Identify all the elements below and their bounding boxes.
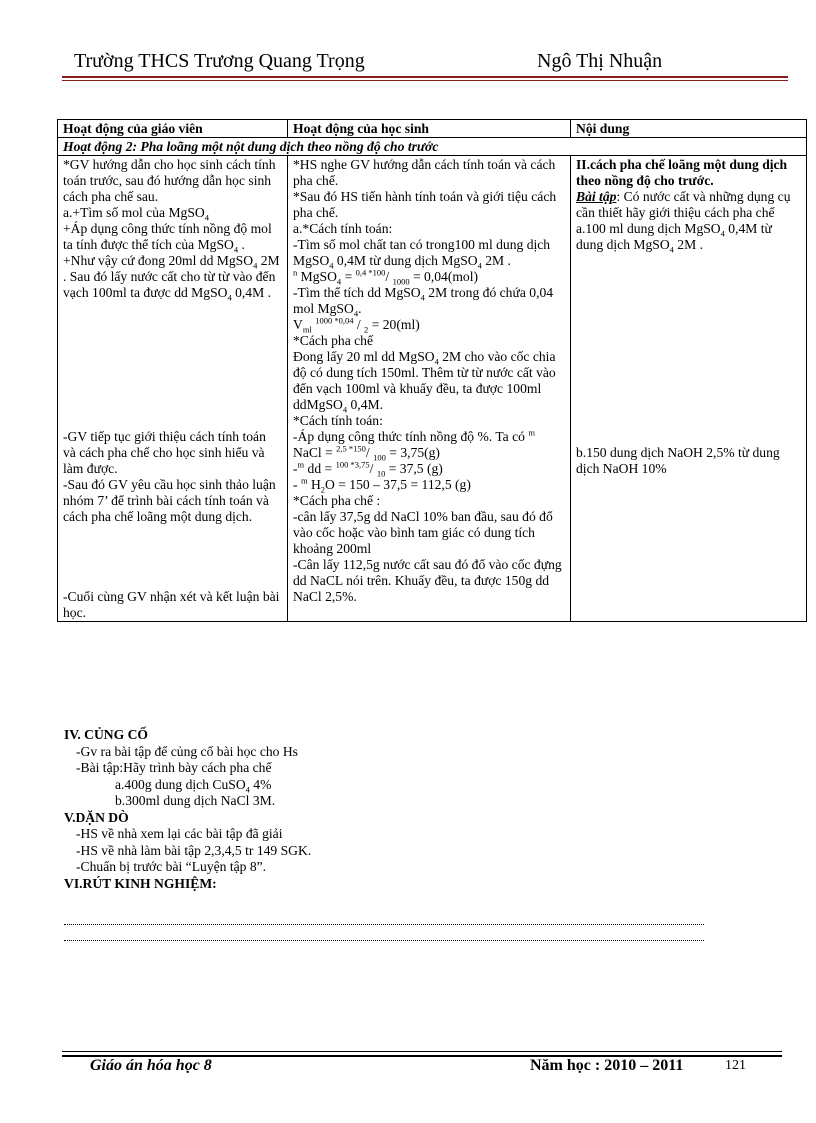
footer-school-year: Năm học : 2010 – 2011 (530, 1057, 684, 1074)
section-iv-line: a.400g dung dịch CuSO$_4$ 4% (115, 776, 272, 795)
section-iv-line: -Bài tập:Hãy trình bày cách pha chế (76, 760, 272, 775)
student-cell (288, 156, 571, 622)
lesson-table (57, 119, 807, 622)
section-v-line: -HS về nhà làm bài tập 2,3,4,5 tr 149 SGK. (76, 842, 312, 858)
student-text: *Cách pha chế : (293, 493, 381, 508)
content-text: a.100 ml dung dịch MgSO$_4$ 0,4M từ dung dịch MgSO$_4$ 2M . (576, 221, 772, 255)
teacher-text: a.+Tìm số mol của MgSO$_4$ (63, 205, 209, 223)
content-cell (571, 156, 807, 622)
student-formula: $V_{ml}$ $^{1000 *0,04}$ / $_2$ = 20(ml) (293, 315, 420, 335)
student-text: *Cách pha chế (293, 333, 374, 348)
section-v-title: V.DẶN DÒ (64, 809, 129, 825)
section-v-line: -HS về nhà xem lại các bài tập đã giải (76, 826, 283, 841)
column-header-teacher: Hoạt động của giáo viên (58, 120, 288, 138)
student-formula: -$^m$ dd = $^{100 *3,75}$/ $_{10}$ = 37,5 (g) (293, 459, 443, 479)
footer-subject: Giáo án hóa học 8 (90, 1057, 212, 1074)
student-text: -cân lấy 37,5g dd NaCl 10% ban đầu, sau đó đổ vào cốc hoặc vào bình tam giác có dung tích khoảng 200ml (293, 509, 553, 556)
activity-title: Hoạt động 2: Pha loãng một nột dung dịch theo nồng độ cho trước (58, 138, 807, 156)
content-text: Bài tập: Có nước cất và những dụng cụ cần thiết hãy giới thiệu cách pha chế (576, 189, 791, 220)
teacher-text: -GV tiếp tục giới thiệu cách tính toán và cách pha chế cho học sinh hiểu và làm được. (63, 429, 266, 476)
section-vi-title: VI.RÚT KINH NGHIỆM: (64, 875, 217, 891)
teacher-cell (58, 156, 288, 622)
teacher-text: -Cuối cùng GV nhận xét và kết luận bài học. (63, 589, 280, 620)
section-v-line: -Chuẩn bị trước bài “Luyện tập 8”. (76, 859, 267, 874)
teacher-text: +Như vậy cứ đong 20ml dd MgSO$_4$ 2M . Sau đó lấy nước cất cho từ từ vào đến vạch 100ml ta được dd MgSO$_4$ 0,4M . (63, 253, 280, 303)
section-iv-line: -Gv ra bài tập để củng cố bài học cho Hs (76, 743, 298, 759)
column-header-student: Hoạt động của học sinh (288, 120, 571, 138)
student-formula: $^n$ MgSO$_4$ = $^{0,4 *100}$/ $_{1000}$ = 0,04(mol) (293, 267, 479, 287)
student-text: *Cách tính toán: (293, 413, 383, 428)
table-header-row (58, 120, 807, 138)
content-text: b.150 dung dịch NaOH 2,5% từ dung dịch NaOH 10% (576, 445, 780, 476)
page-header (74, 50, 774, 74)
footer-rule (62, 1051, 782, 1052)
section-iv-title: IV. CỦNG CỐ (64, 727, 148, 742)
column-header-content: Nội dung (571, 120, 807, 138)
activity-row (58, 138, 807, 156)
student-text: -Tìm thể tích dd MgSO$_4$ 2M trong đó chứa 0,04 mol MgSO$_4$. (293, 285, 554, 319)
teacher-text: *GV hướng dẫn cho học sinh cách tính toán trước, sau đó hướng dẫn học sinh cách pha chế sau. (63, 157, 276, 204)
student-text: *HS nghe GV hướng dẫn cách tính toán và cách pha chế. (293, 157, 556, 188)
author-name: Ngô Thị Nhuận (537, 50, 663, 72)
section-iv (64, 727, 311, 892)
student-formula: - $^m$ $H_2O = 150 - 37,5 = 112,5$ (g) (293, 475, 471, 495)
teacher-text: +Áp dụng công thức tính nồng độ mol ta tính được thể tích của MgSO$_4$ . (63, 221, 272, 255)
dotted-line (64, 938, 704, 941)
student-text: -Tìm số mol chất tan có trong100 ml dung dịch MgSO$_4$ 0,4M từ dung dịch MgSO$_4$ 2M . (293, 237, 551, 271)
content-heading: II.cách pha chế loãng một dung dịch theo nồng độ cho trước. (576, 157, 788, 188)
student-text: -Cân lấy 112,5g nước cất sau đó đổ vào cốc đựng dd NaCL nói trên. Khuấy đều, ta được 150g dd NaCl 2,5%. (293, 557, 562, 604)
section-iv-line: b.300ml dung dịch NaCl 3M. (115, 793, 276, 808)
header-rule (62, 76, 788, 78)
exercise-label: Bài tập (576, 189, 617, 204)
teacher-text: -Sau đó GV yêu cầu học sinh thảo luận nhóm 7’ để trình bài cách tính toán và cách pha chế loãng một dung dịch. (63, 477, 276, 524)
school-name: Trường THCS Trương Quang Trọng (74, 50, 365, 72)
student-text: *Sau đó HS tiến hành tính toán và giới tiệu cách pha chế. (293, 189, 557, 220)
dotted-line (64, 922, 704, 925)
page-number: 121 (725, 1058, 746, 1073)
table-row (58, 156, 807, 622)
student-formula: -Áp dụng công thức tính nồng độ %. Ta có $^m$ NaCl = $^{2,5 *150}$/ $_{100}$ = 3,75(g) (293, 427, 535, 463)
student-text: a.*Cách tính toán: (293, 221, 393, 236)
header-rule-thin (62, 80, 788, 81)
student-text: Đong lấy 20 ml dd MgSO$_4$ 2M cho vào cốc chia độ có dung tích 150ml. Thêm từ từ nước cất vào đến vạch 100ml và khuấy đều, ta được 100ml ddMgSO$_4$ 0,4M. (293, 349, 556, 415)
